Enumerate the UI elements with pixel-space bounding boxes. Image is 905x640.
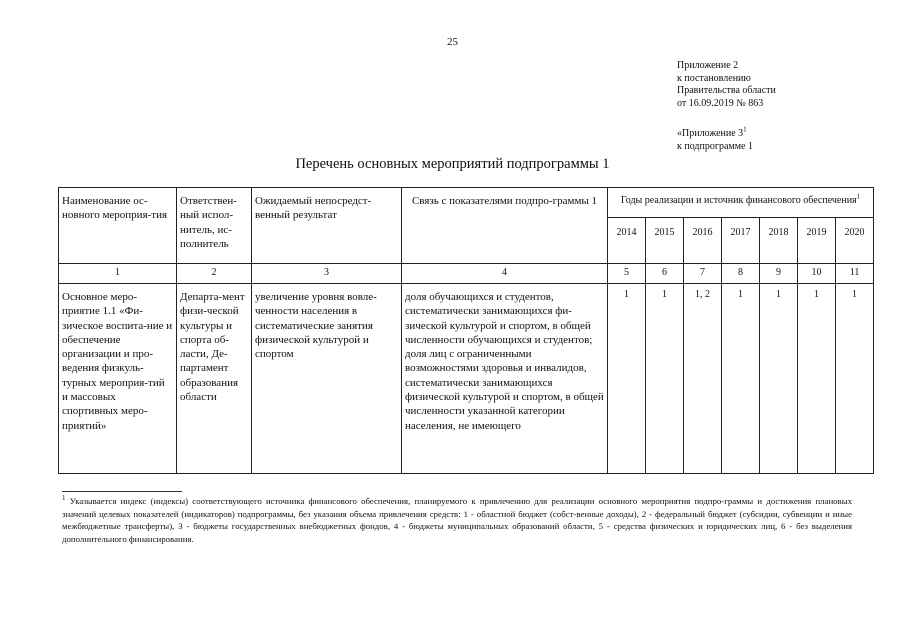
footnote-divider	[62, 491, 182, 492]
appendix-line: к постановлению	[677, 72, 751, 84]
footnote-text: Указывается индекс (индексы) соответствующего источника финансового обеспечения, планируемого к привлечению для реализации основного мероприятия подпро-граммы и достижения плановых значений целевых показателей (индикаторов) подпрограммы, без указания объема привлечения средств: 1 - областной бюджет (собст-венные доходы), 2 - федеральный бюджет (субсидии, субвенции и иные межбюджетные трансферты), 3 - бюджеты государственных внебюджетных фондов, 4 - бюджеты муниципальных образований области, 5 - средства физических и юридических лиц, 6 - без выделения дополнительного финансирования.	[62, 496, 853, 544]
column-number: 1	[59, 264, 177, 284]
year-cell: 2020	[836, 218, 874, 264]
appendix-line: Приложение 2	[677, 60, 739, 71]
appendix-block	[677, 60, 776, 110]
column-number: 4	[402, 264, 608, 284]
header-years-group	[608, 188, 874, 218]
header-link: Связь с показателями подпро-граммы 1	[402, 188, 608, 264]
column-number: 9	[760, 264, 798, 284]
appendix-line: Правительства области	[677, 85, 776, 96]
footnote-marker: 1	[62, 494, 66, 503]
appendix-3-line	[677, 125, 753, 141]
funding-source-cell: 1	[646, 284, 684, 474]
column-number: 10	[798, 264, 836, 284]
footnote-marker: 1	[743, 125, 747, 134]
column-number: 3	[252, 264, 402, 284]
page-number: 25	[447, 36, 458, 48]
funding-source-cell: 1	[836, 284, 874, 474]
header-years-label: Годы реализации и источник финансового обеспечения	[620, 195, 857, 206]
header-result: Ожидаемый непосредст-венный результат	[252, 188, 402, 264]
funding-source-cell: 1	[608, 284, 646, 474]
appendix-3-block	[677, 125, 753, 153]
year-cell: 2017	[722, 218, 760, 264]
footnote-marker: 1	[856, 192, 861, 201]
year-cell: 2019	[798, 218, 836, 264]
funding-source-cell: 1	[722, 284, 760, 474]
measures-table	[58, 187, 874, 474]
funding-source-cell: 1	[760, 284, 798, 474]
column-number: 2	[177, 264, 252, 284]
column-number: 7	[684, 264, 722, 284]
appendix-line: от 16.09.2019 № 863	[677, 97, 764, 109]
footnote	[62, 495, 852, 545]
appendix-3-label: «Приложение 3	[677, 128, 744, 139]
measure-responsible: Департа-мент физи-ческой культуры и спорта об-ласти, Де-партамент образования области	[177, 284, 252, 474]
measure-name: Основное меро-приятие 1.1 «Фи-зическое воспита-ние и обеспечение организации и про-ведения физкуль-турных мероприя-тий и массовых спортивных меро-приятий»	[59, 284, 177, 474]
measure-indicator-link: доля обучающихся и студентов, систематически занимающихся фи-зической культурой и спортом, в общей численности обучающихся и студентов; доля лиц с ограниченными возможностями здоровья и инвалидов, систематически занимающихся физической культурой и спортом, в общей численности указанной категории населения, не имеющего	[402, 284, 608, 474]
year-cell: 2018	[760, 218, 798, 264]
appendix-3-line: к подпрограмме 1	[677, 140, 753, 152]
header-responsible: Ответствен-ный испол-нитель, ис-полнитель	[177, 188, 252, 264]
column-number: 5	[608, 264, 646, 284]
column-number-row	[59, 264, 874, 284]
header-row	[59, 188, 874, 218]
table-row	[59, 284, 874, 474]
year-cell: 2016	[684, 218, 722, 264]
column-number: 11	[836, 264, 874, 284]
document-title: Перечень основных мероприятий подпрограммы 1	[295, 156, 610, 172]
column-number: 8	[722, 264, 760, 284]
year-cell: 2014	[608, 218, 646, 264]
funding-source-cell: 1, 2	[684, 284, 722, 474]
header-name: Наименование ос-новного мероприя-тия	[59, 188, 177, 264]
column-number: 6	[646, 264, 684, 284]
year-cell: 2015	[646, 218, 684, 264]
measure-result: увеличение уровня вовле-ченности населения в систематические занятия физической культурой и спортом	[252, 284, 402, 474]
funding-source-cell: 1	[798, 284, 836, 474]
